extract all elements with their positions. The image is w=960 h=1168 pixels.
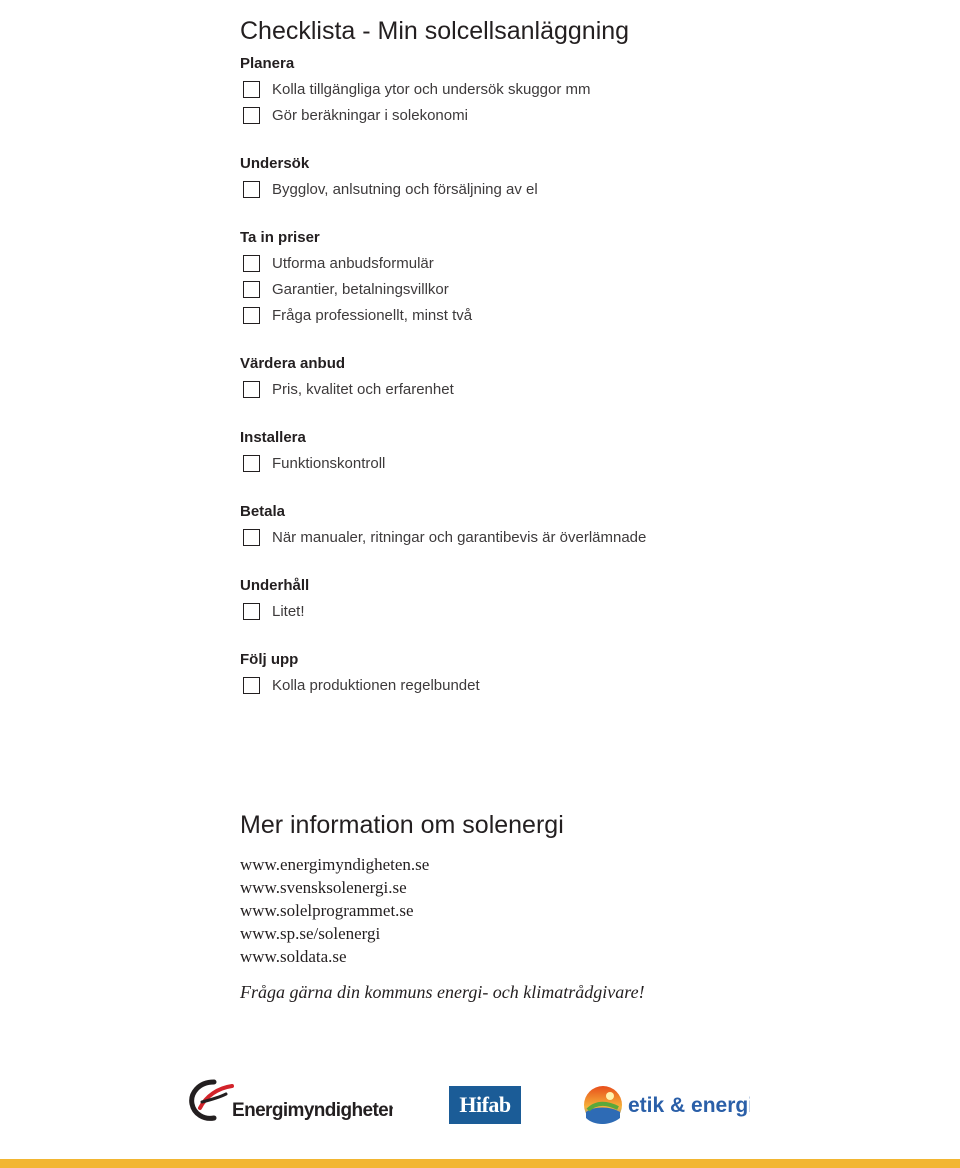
etik-energi-logo [580,1082,750,1128]
checklist-item-label: När manualer, ritningar och garantibevis är överlämnade [272,528,647,546]
link-soldata[interactable]: www.soldata.se [240,947,347,966]
section-heading: Planera [240,55,295,72]
checkbox[interactable] [243,81,260,98]
checklist-item[interactable] [240,598,920,624]
checkbox[interactable] [243,677,260,694]
checkbox[interactable] [243,255,260,272]
checklist-item-label: Pris, kvalitet och erfarenhet [272,380,454,398]
checklist-section [240,152,920,202]
checklist-item-label: Fråga professionellt, minst två [272,306,473,324]
link-list [240,853,429,968]
checklist-section [240,574,920,624]
checklist-section [240,426,920,476]
checklist [240,52,920,722]
checklist-item-label: Bygglov, anlsutning och försäljning av el [272,180,538,198]
section-heading: Betala [240,503,286,520]
section-heading: Ta in priser [240,229,320,246]
checkbox[interactable] [243,307,260,324]
link-energimyndigheten[interactable]: www.energimyndigheten.se [240,855,430,874]
checkbox[interactable] [243,181,260,198]
checklist-item[interactable] [240,302,920,328]
section-heading: Värdera anbud [240,355,346,372]
energimyndigheten-logo [188,1076,393,1126]
checklist-item-label: Gör beräkningar i solekonomi [272,106,468,124]
checklist-item-label: Kolla produktionen regelbundet [272,676,480,694]
section-heading: Underhåll [240,577,310,594]
checklist-section [240,500,920,550]
checklist-item-label: Litet! [272,602,305,620]
checkbox[interactable] [243,455,260,472]
etik-energi-globe-icon [580,1082,750,1128]
etik-energi-wordmark: etik & energi [628,1094,750,1117]
checklist-item[interactable] [240,176,920,202]
checklist-item-label: Garantier, betalningsvillkor [272,280,449,298]
checklist-section [240,52,920,128]
bottom-accent-bar [0,1159,960,1168]
checklist-item-label: Funktionskontroll [272,454,386,472]
link-sp-solenergi[interactable]: www.sp.se/solenergi [240,924,381,943]
checklist-item-label: Kolla tillgängliga ytor och undersök skuggor mm [272,80,591,98]
link-solelprogrammet[interactable]: www.solelprogrammet.se [240,901,414,920]
energimyndigheten-emblem-icon [188,1076,393,1126]
checklist-item[interactable] [240,376,920,402]
checklist-section [240,648,920,698]
hifab-logo [449,1086,521,1124]
checklist-item[interactable] [240,450,920,476]
checkbox[interactable] [243,281,260,298]
section-heading: Undersök [240,155,310,172]
checklist-item[interactable] [240,250,920,276]
hifab-wordmark: Hifab [459,1092,511,1117]
page-title: Checklista - Min solcellsanläggning [240,16,630,45]
checklist-item[interactable] [240,672,920,698]
info-title: Mer information om solenergi [240,811,564,839]
energimyndigheten-wordmark: Energimyndigheten [232,1100,393,1121]
checkbox[interactable] [243,381,260,398]
checklist-section [240,226,920,328]
link-svensksolenergi[interactable]: www.svensksolenergi.se [240,878,407,897]
checkbox[interactable] [243,529,260,546]
checklist-item-label: Utforma anbudsformulär [272,254,434,272]
checklist-item[interactable] [240,524,920,550]
checkbox[interactable] [243,603,260,620]
checkbox[interactable] [243,107,260,124]
checklist-item[interactable] [240,102,920,128]
checklist-section [240,352,920,402]
advisor-tip: Fråga gärna din kommuns energi- och klimatrådgivare! [240,982,645,1002]
checklist-item[interactable] [240,76,920,102]
checklist-item[interactable] [240,276,920,302]
section-heading: Följ upp [240,651,299,668]
section-heading: Installera [240,429,306,446]
